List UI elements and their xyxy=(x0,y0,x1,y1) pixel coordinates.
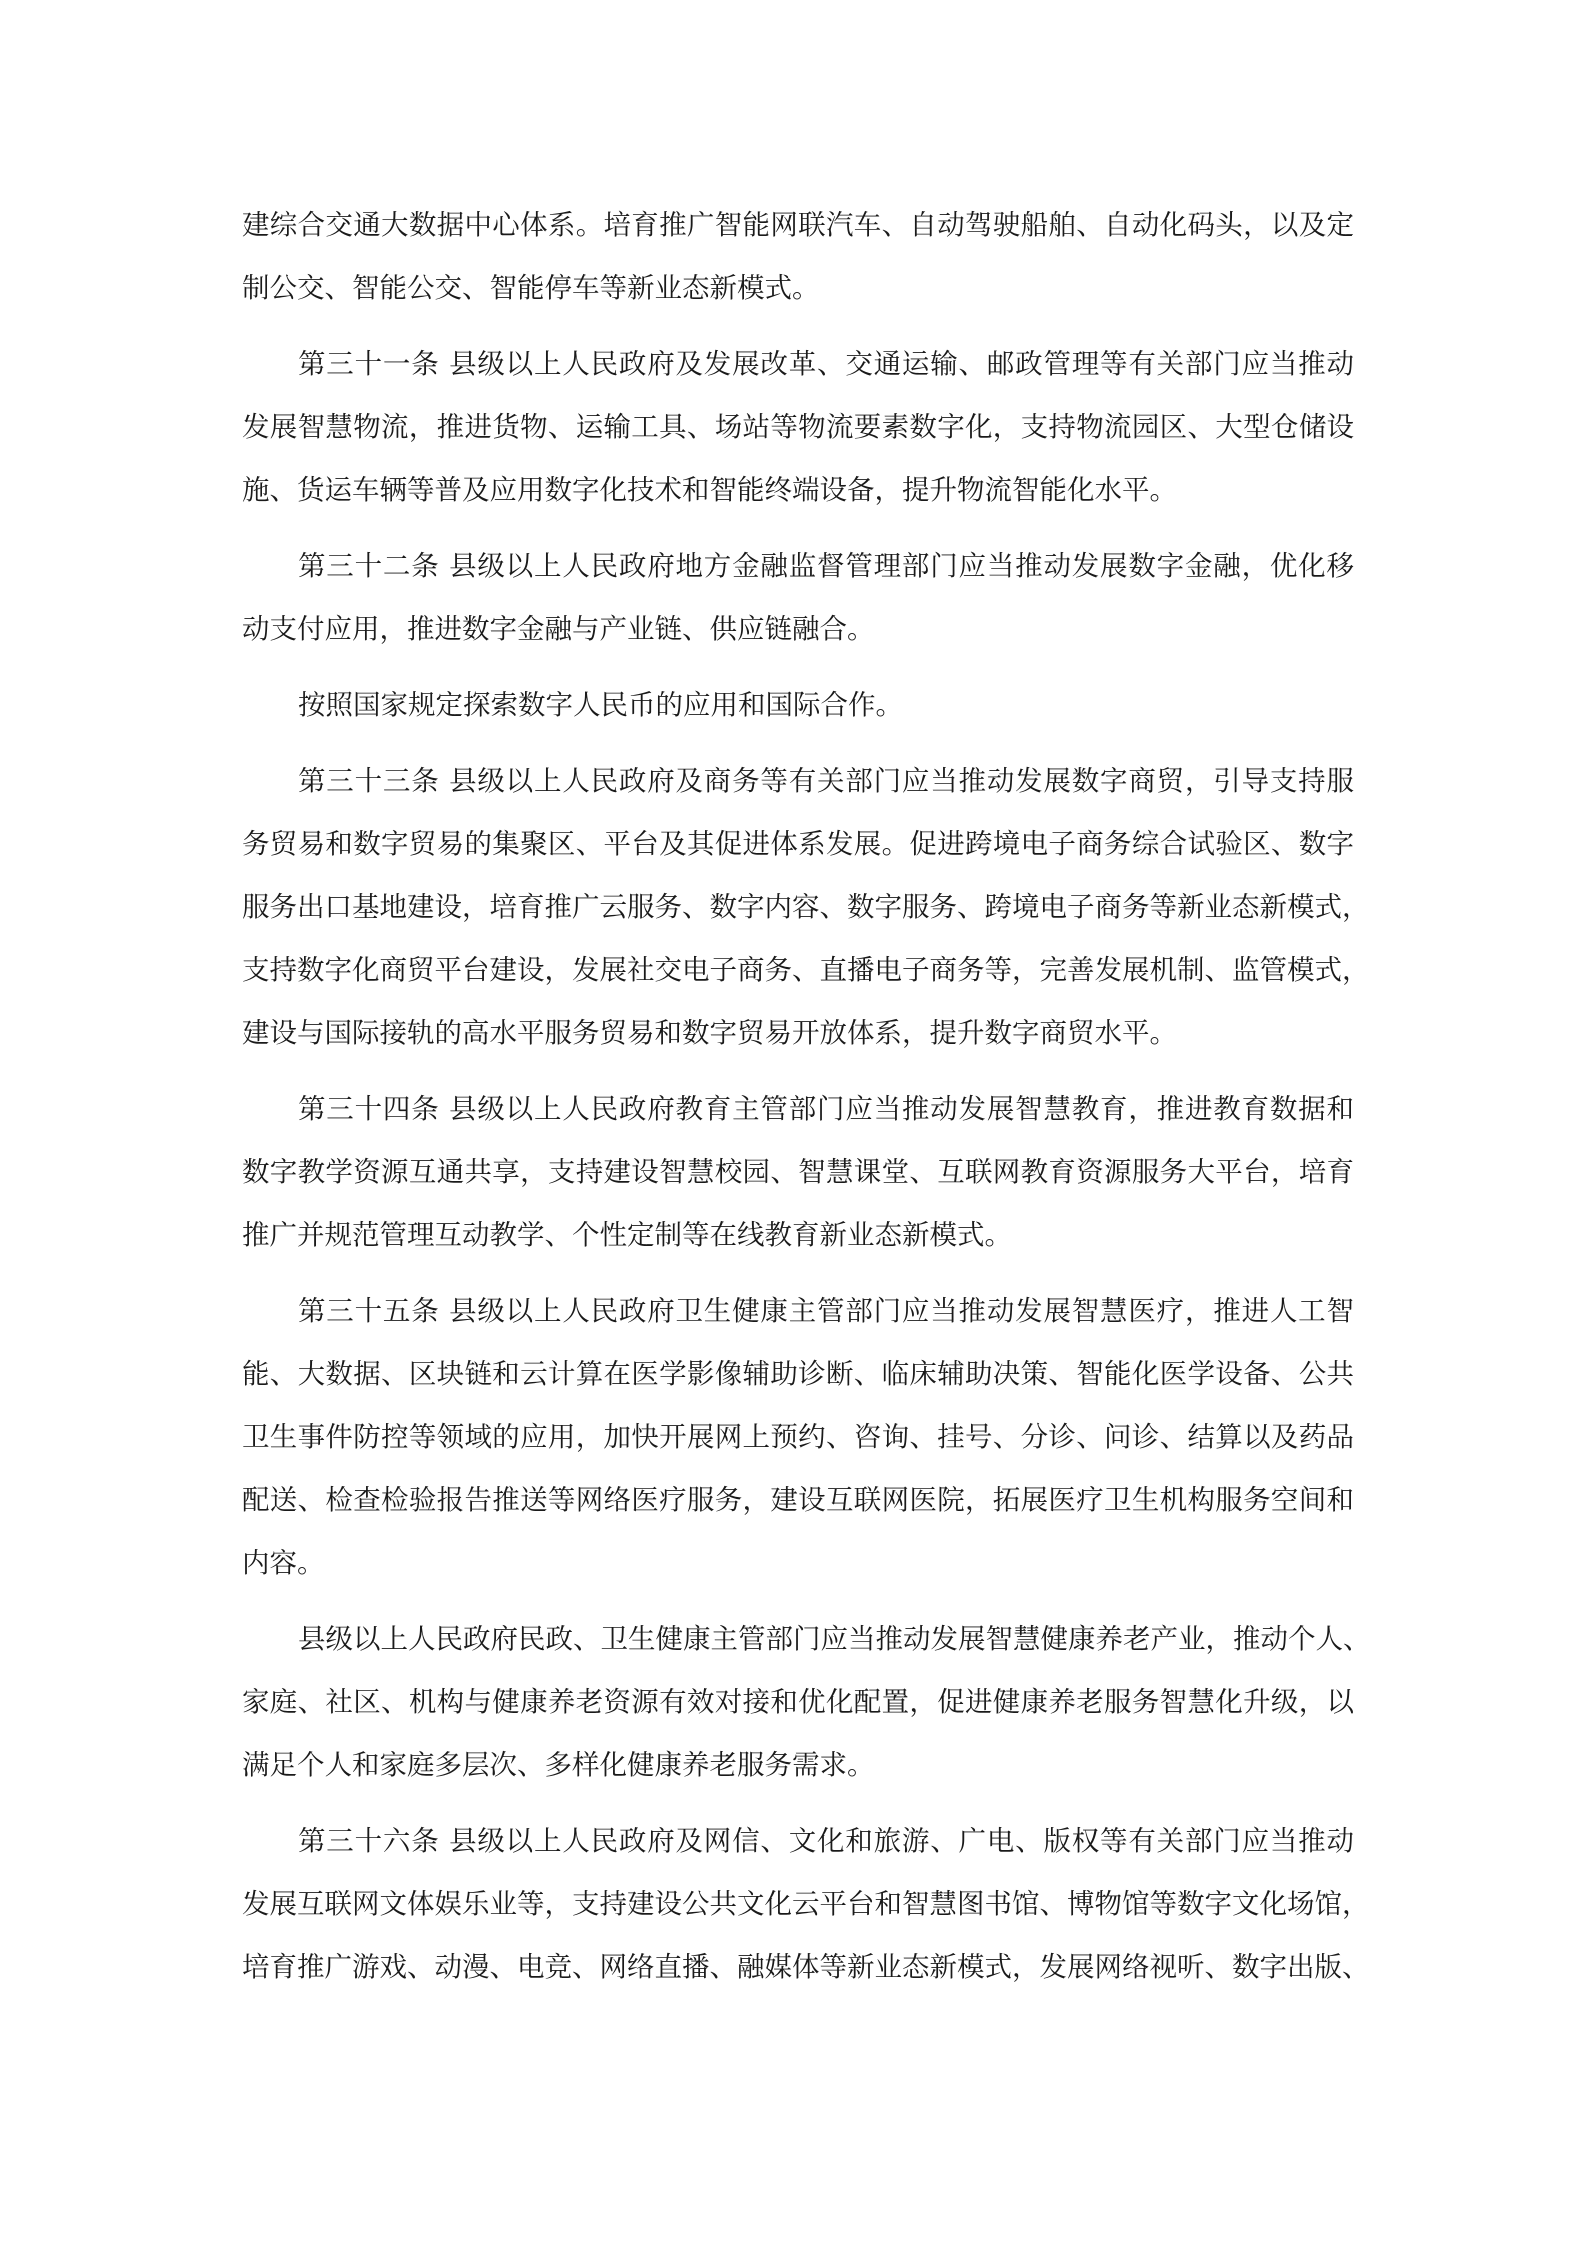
text-line: 家庭、社区、机构与健康养老资源有效对接和优化配置，促进健康养老服务智慧化升级，以 xyxy=(242,1686,1354,1718)
paragraph xyxy=(242,750,1370,1065)
text-line: 支持数字化商贸平台建设，发展社交电子商务、直播电子商务等，完善发展机制、监管模式， xyxy=(242,954,1370,986)
text-line: 卫生事件防控等领域的应用，加快开展网上预约、咨询、挂号、分诊、问诊、结算以及药品 xyxy=(242,1421,1354,1453)
paragraph xyxy=(242,333,1354,522)
text-line: 内容。 xyxy=(242,1547,325,1579)
paragraph xyxy=(242,1608,1371,1797)
text-line: 按照国家规定探索数字人民币的应用和国际合作。 xyxy=(298,689,903,721)
paragraph xyxy=(242,535,1354,661)
text-line: 发展智慧物流，推进货物、运输工具、场站等物流要素数字化，支持物流园区、大型仓储设 xyxy=(242,411,1354,443)
text-line: 第三十六条 县级以上人民政府及网信、文化和旅游、广电、版权等有关部门应当推动 xyxy=(298,1825,1354,1857)
text-line: 务贸易和数字贸易的集聚区、平台及其促进体系发展。促进跨境电子商务综合试验区、数字 xyxy=(242,828,1354,860)
document-page xyxy=(242,194,1371,2012)
text-line: 第三十五条 县级以上人民政府卫生健康主管部门应当推动发展智慧医疗，推进人工智 xyxy=(298,1295,1354,1327)
text-line: 建综合交通大数据中心体系。培育推广智能网联汽车、自动驾驶船舶、自动化码头，以及定 xyxy=(242,209,1354,241)
text-line: 满足个人和家庭多层次、多样化健康养老服务需求。 xyxy=(242,1749,875,1781)
paragraph xyxy=(242,1810,1370,1999)
paragraph xyxy=(242,674,1354,737)
text-line: 推广并规范管理互动教学、个性定制等在线教育新业态新模式。 xyxy=(242,1219,1012,1251)
text-line: 施、货运车辆等普及应用数字化技术和智能终端设备，提升物流智能化水平。 xyxy=(242,474,1177,506)
text-line: 能、大数据、区块链和云计算在医学影像辅助诊断、临床辅助决策、智能化医学设备、公共 xyxy=(242,1358,1354,1390)
paragraph xyxy=(242,1078,1354,1267)
text-line: 动支付应用，推进数字金融与产业链、供应链融合。 xyxy=(242,613,875,645)
text-line: 第三十三条 县级以上人民政府及商务等有关部门应当推动发展数字商贸，引导支持服 xyxy=(298,765,1354,797)
text-line: 发展互联网文体娱乐业等，支持建设公共文化云平台和智慧图书馆、博物馆等数字文化场馆， xyxy=(242,1888,1370,1920)
text-line: 培育推广游戏、动漫、电竞、网络直播、融媒体等新业态新模式，发展网络视听、数字出版、 xyxy=(242,1951,1370,1983)
text-line: 配送、检查检验报告推送等网络医疗服务，建设互联网医院，拓展医疗卫生机构服务空间和 xyxy=(242,1484,1354,1516)
text-line: 制公交、智能公交、智能停车等新业态新模式。 xyxy=(242,272,820,304)
text-line: 数字教学资源互通共享，支持建设智慧校园、智慧课堂、互联网教育资源服务大平台，培育 xyxy=(242,1156,1354,1188)
paragraph xyxy=(242,194,1354,320)
paragraph xyxy=(242,1280,1354,1595)
text-line: 建设与国际接轨的高水平服务贸易和数字贸易开放体系，提升数字商贸水平。 xyxy=(242,1017,1177,1049)
text-line: 县级以上人民政府民政、卫生健康主管部门应当推动发展智慧健康养老产业，推动个人、 xyxy=(298,1623,1371,1655)
text-line: 第三十四条 县级以上人民政府教育主管部门应当推动发展智慧教育，推进教育数据和 xyxy=(298,1093,1354,1125)
text-line: 服务出口基地建设，培育推广云服务、数字内容、数字服务、跨境电子商务等新业态新模式， xyxy=(242,891,1370,923)
text-line: 第三十二条 县级以上人民政府地方金融监督管理部门应当推动发展数字金融，优化移 xyxy=(298,550,1354,582)
text-line: 第三十一条 县级以上人民政府及发展改革、交通运输、邮政管理等有关部门应当推动 xyxy=(298,348,1354,380)
